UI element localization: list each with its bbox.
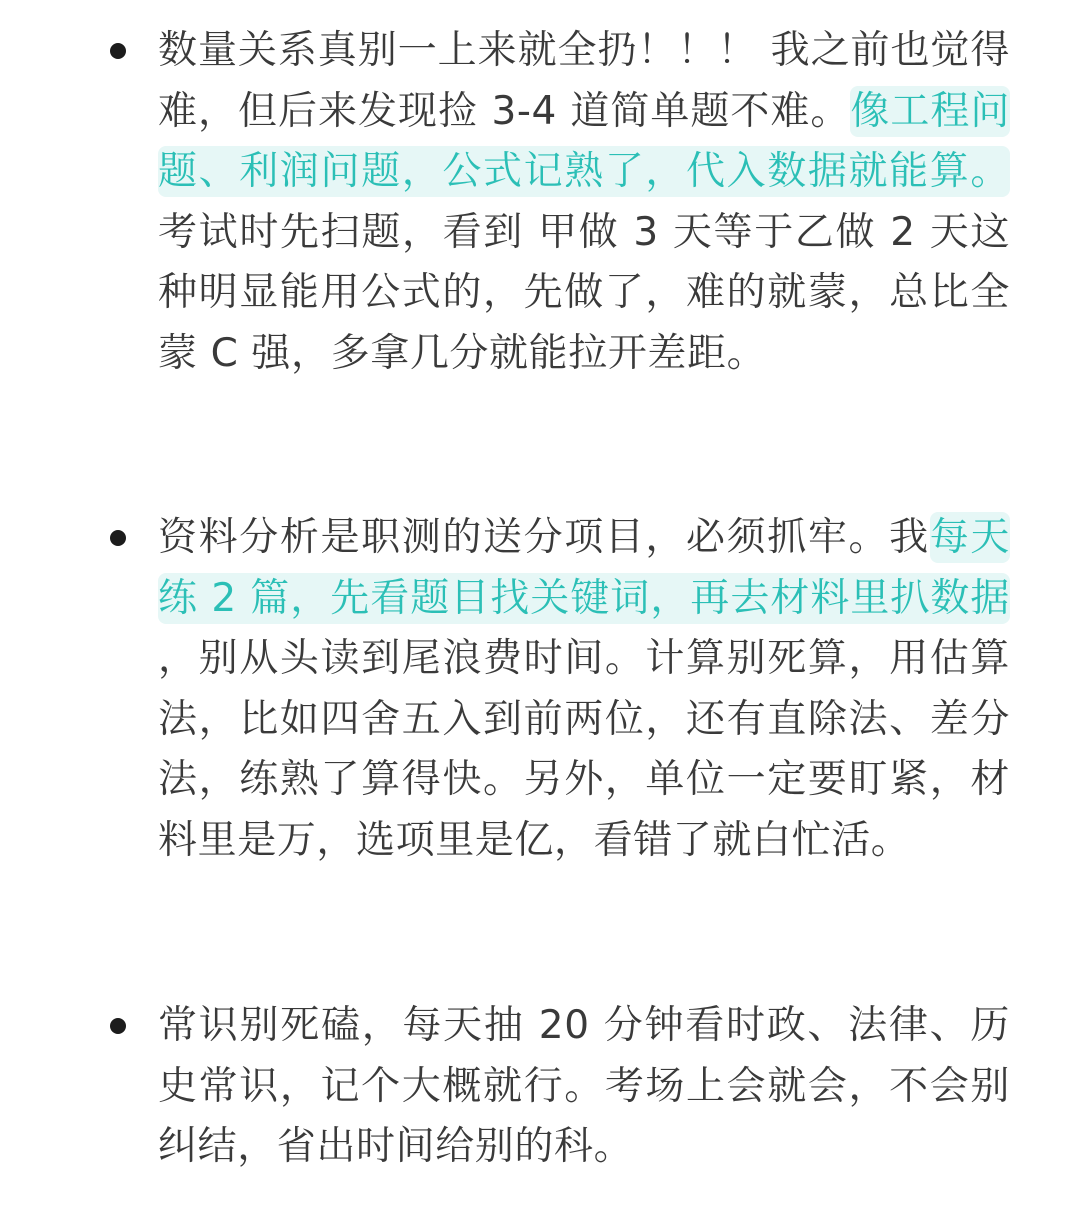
bullet-dot — [110, 1018, 126, 1034]
tip-text-segment: 常识别死磕，每天抽 20 分钟看时政、法律、历史常识，记个大概就行。考场上会就会，不会别纠结，省出时间给别的科。 — [158, 1003, 1010, 1169]
tip-text — [158, 508, 1010, 871]
tip-text — [158, 21, 1010, 384]
bullet-dot — [110, 530, 126, 546]
tip-text-segment: ，别从头读到尾浪费时间。计算别死算，用估算法，比如四舍五入到前两位，还有直除法、差分法，练熟了算得快。另外，单位一定要盯紧，材料里是万，选项里是亿，看错了就白忙活。 — [158, 636, 1010, 863]
tip-text-segment: 数量关系真别一上来就全扔！！！ 我之前也觉得难，但后来发现捡 3-4 道简单题不难。 — [158, 28, 1010, 134]
bullet-dot — [110, 43, 126, 59]
highlighted-text-segment: 像工程问题、利润问题，公式记熟了，代入数据就能算。 — [158, 86, 1010, 198]
tip-text-segment: 考试时先扫题，看到 甲做 3 天等于乙做 2 天这种明显能用公式的，先做了，难的就蒙，总比全蒙 C 强，多拿几分就能拉开差距。 — [158, 209, 1010, 376]
tip-text — [158, 996, 1010, 1178]
highlighted-text-segment: 每天练 2 篇，先看题目找关键词，再去材料里扒数据 — [158, 512, 1010, 624]
tip-text-segment: 资料分析是职测的送分项目，必须抓牢。我 — [158, 515, 930, 560]
